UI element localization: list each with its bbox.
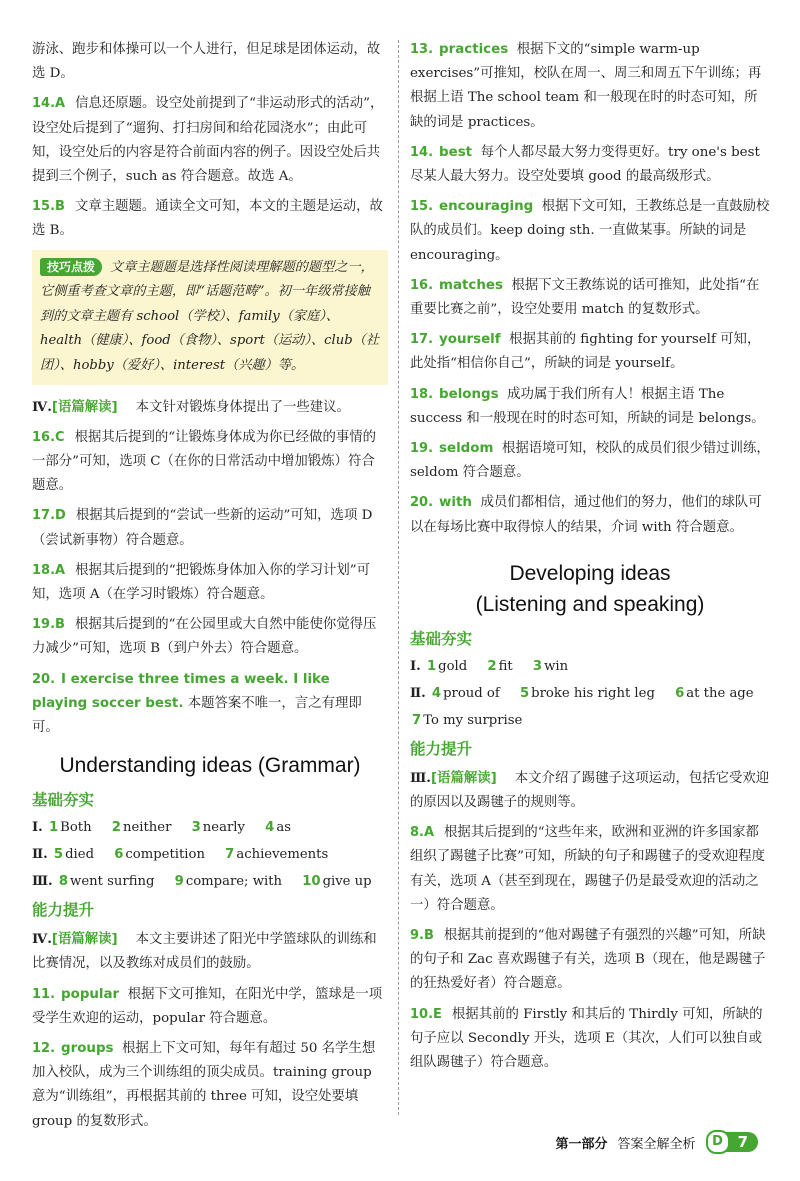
answer-row-2: Ⅱ. 5 died 6 competition 7 achievements — [32, 847, 329, 863]
answer-number: 17.D — [32, 508, 66, 524]
explanation: 根据其后提到的“把锻炼身体加入你的学习计划”可知，选项 A（在学习时锻炼）符合题意。 — [32, 562, 370, 603]
answer-row-3: Ⅲ. 8 went surfing 9 compare; with 10 give up — [32, 874, 372, 890]
answer-18r: 18. belongs 成功属于我们所有人！根据主语 The success 和一般现在时的时态可知，所缺的词是 belongs。 — [410, 386, 765, 426]
column-divider — [398, 40, 399, 1115]
explanation: 根据其后提到的“让锻炼身体成为你已经做的事情的一部分”可知，选项 C（在你的日常活动中增加锻炼）符合题意。 — [32, 429, 377, 494]
answer-16r: 16. matches 根据下文王教练说的话可推知，此处指“在重要比赛之前”，设空处要用 match 的复数形式。 — [410, 277, 760, 318]
sub-heading-advanced-right: 能力提升 — [410, 739, 473, 758]
answer-15 — [32, 195, 388, 243]
answer-14 — [32, 92, 388, 189]
answer-8r: 8.A 根据其后提到的“这些年来，欧洲和亚洲的许多国家都组织了踢毽子比赛”可知，所缺的句子和踢毽子的受欢迎程度有关，选项 A（甚至到现在，踢毽子仍是最受欢迎的活动之一）符合题意。 — [410, 825, 765, 913]
answer-13: 13. practices 根据下文的“simple warm-up exercises”可推知，校队在周一、周三和周五下午训练；再根据上语 The school team 和一般现在时的时态可知，所缺的词是 practices。 — [410, 42, 762, 130]
answer-19r: 19. seldom 根据语境可知，校队的成员们很少错过训练，seldom 符合题意。 — [410, 441, 770, 481]
left-column — [32, 38, 388, 1140]
tip-box — [32, 250, 388, 385]
roman-numeral: Ⅳ. — [32, 398, 52, 415]
sub-heading-advanced: 能力提升 — [32, 901, 95, 920]
answer-number: 14.A — [32, 96, 66, 112]
page-footer — [556, 1130, 758, 1154]
footer-part: 第一部分 — [555, 1136, 608, 1152]
explanation: 根据其后提到的“尝试一些新的运动”可知，选项 D（尝试新事物）符合题意。 — [32, 508, 373, 548]
section-4-intro — [32, 395, 388, 420]
answer-number: 20. — [32, 671, 56, 687]
passage-summary: 本文主要讲述了阳光中学篮球队的训练和比赛情况，以及教练对成员们的鼓励。 — [32, 932, 377, 972]
continued-text: 游泳、跑步和体操可以一个人进行，但足球是团体运动，故选 D。 — [32, 42, 381, 82]
section-subtitle-listening: (Listening and speaking) — [475, 592, 705, 616]
answer-11 — [32, 983, 388, 1031]
passage-tag: [语篇解读] — [51, 932, 118, 948]
answer-17r: 17. yourself 根据其前的 fighting for yourself 可知，此处指“相信你自己”，所缺的词是 yourself。 — [410, 332, 761, 372]
answer-14r: 14. best 每个人都尽最大努力变得更好。try one's best 尽某人最大努力。设空处要填 good 的最高级形式。 — [410, 144, 760, 185]
answer-number: 18.A — [32, 562, 66, 578]
answer-number: 12. — [32, 1041, 56, 1057]
answer-word: popular — [61, 986, 120, 1002]
footer-badge: D — [706, 1130, 730, 1154]
explanation: 根据其后提到的“在公园里或大自然中能使你觉得压力减少”可知，选项 B（到户外去）符合题意。 — [32, 617, 377, 657]
roman-numeral: Ⅳ. — [32, 931, 52, 948]
answer-number: 16.C — [32, 429, 65, 445]
explanation: 本题答案不唯一，言之有理即可。 — [32, 695, 362, 736]
footer-title: 答案全解全析 — [617, 1136, 696, 1152]
section-4b-intro — [32, 927, 388, 976]
answer-number: 19.B — [32, 617, 65, 633]
answer-number: 15.B — [32, 199, 65, 215]
answer-19 — [32, 613, 388, 661]
answer-row-r2: Ⅱ. 4 proud of 5 broke his right leg 6 at the age — [410, 685, 754, 701]
explanation: 根据下文可推知，在阳光中学，篮球是一项受学生欢迎的运动，popular 符合题意。 — [32, 986, 383, 1026]
section-title-grammar: Understanding ideas (Grammar) — [59, 754, 361, 778]
answer-number: 11. — [32, 986, 56, 1002]
section-title-developing: Developing ideas — [509, 561, 671, 585]
answer-15r: 15. encouraging 根据下文可知，王教练总是一直鼓励校队的成员们。keep doing sth. 一直做某事。所缺的词是 encouraging。 — [410, 199, 770, 263]
answer-row-1: Ⅰ. 1 Both 2 neither 3 nearly 4 as — [32, 820, 291, 836]
explanation: 文章主题题。通读全文可知，本文的主题是运动，故选 B。 — [32, 199, 383, 239]
section-3-intro: Ⅲ.[语篇解读] 本文介绍了踢毽子这项运动，包括它受欢迎的原因以及踢毽子的规则等。 — [410, 769, 770, 811]
answer-word: groups — [61, 1041, 114, 1057]
explanation: 信息还原题。设空处前提到了“非运动形式的活动”，设空处后提到了“遛狗、打扫房间和给花园浇水”；由此可知，设空处后的内容是符合前面内容的例子。因设空处后共提到三个例子，such as 符合题意。故选 A。 — [32, 96, 384, 185]
passage-tag: [语篇解读] — [51, 399, 118, 415]
answer-9r: 9.B 根据其前提到的“他对踢毽子有强烈的兴趣”可知，所缺的句子和 Zac 喜欢踢毽子有关，选项 B（现在，他是踢毽子的狂热爱好者）符合题意。 — [410, 928, 766, 992]
tip-text: 文章主题题是选择性阅读理解题的题型之一，它侧重考查文章的主题，即“话题范畴”。初一年级常接触到的文章主题有 school（学校）、family（家庭）、health（健康）、food（食物）、sport（运动）、club（社团）、hobby（爱好）、interest（兴趣）等。 — [40, 259, 380, 373]
passage-summary: 本文针对锻炼身体提出了一些建议。 — [135, 399, 350, 415]
answer-row-r3: 7 To my surprise — [412, 712, 523, 728]
answer-row-r1: Ⅰ. 1 gold 2 fit 3 win — [410, 658, 569, 674]
answer-10r: 10.E 根据其前的 Firstly 和其后的 Thirdly 可知，所缺的句子应以 Secondly 开头，选项 E（其次，人们可以独自或组队踢毽子）符合题意。 — [410, 1006, 763, 1071]
answer-18 — [32, 559, 388, 607]
page-number: 7 — [726, 1132, 758, 1152]
explanation: 根据上下文可知，每年有超过 50 名学生想加入校队，成为三个训练组的顶尖成员。training group 意为“训练组”，再根据其前的 three 可知，设空处要填 group 的复数形式。 — [32, 1041, 376, 1129]
sub-heading-basics-right: 基础夯实 — [410, 629, 473, 648]
tip-label: 技巧点拨 — [40, 258, 102, 276]
answer-16 — [32, 426, 388, 499]
answer-20r: 20. with 成员们都相信，通过他们的努力，他们的球队可以在每场比赛中取得惊人的结果，介词 with 符合题意。 — [410, 495, 762, 535]
answer-20 — [32, 668, 388, 741]
answer-12 — [32, 1037, 388, 1134]
answer-sentence: I exercise three times a week. I like playing soccer best. — [32, 671, 330, 711]
answer-17 — [32, 504, 388, 552]
right-column — [410, 38, 770, 1081]
sub-heading-basics: 基础夯实 — [32, 791, 95, 810]
